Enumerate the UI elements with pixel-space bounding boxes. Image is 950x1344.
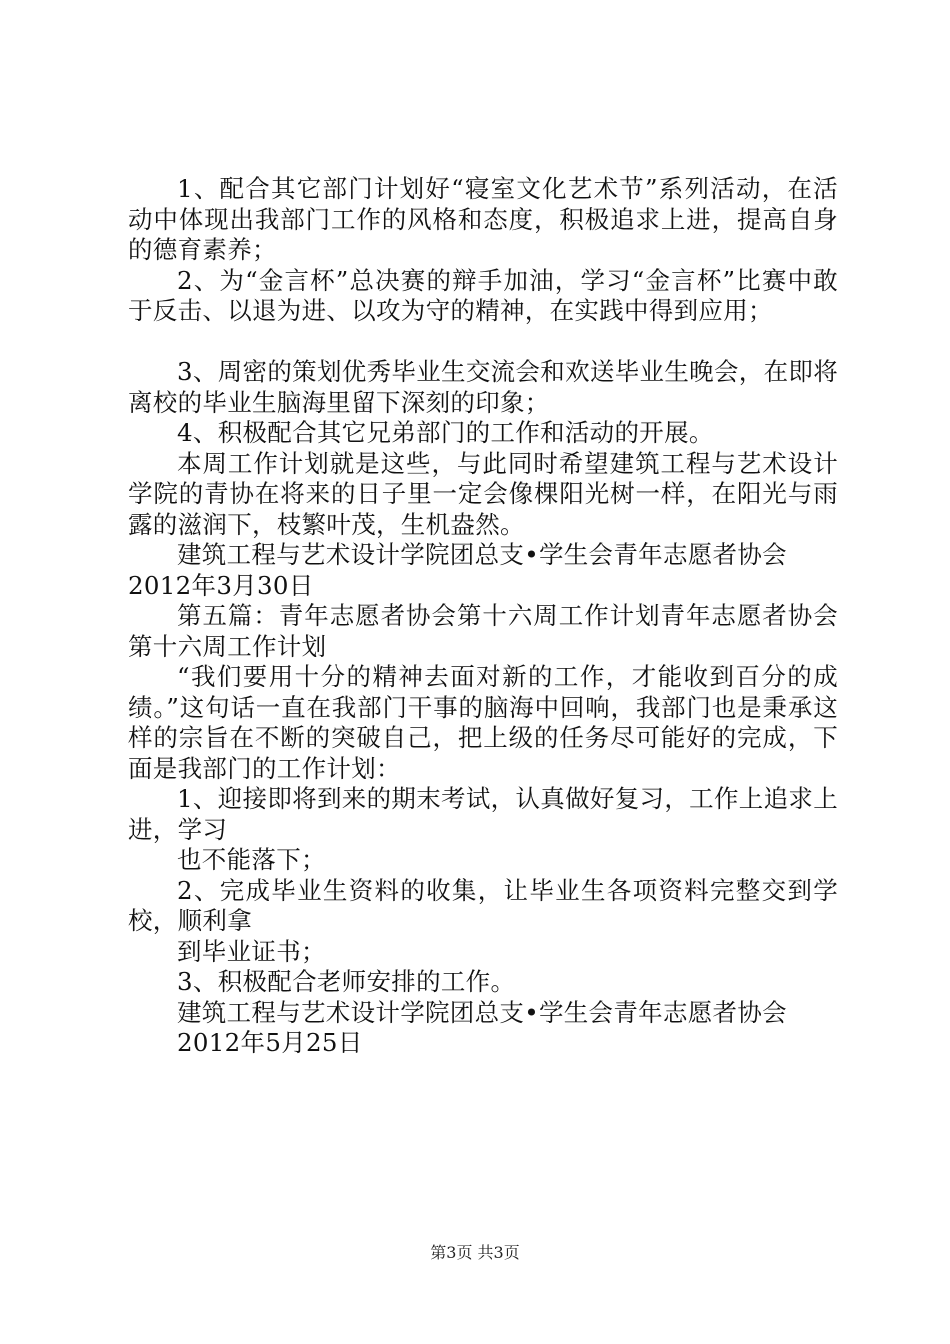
paragraph-2: 2、为“金言杯”总决赛的辩手加油，学习“金言杯”比赛中敢于反击、以退为进、以攻为守的精神，在实践中得到应用； [128, 265, 838, 325]
section-heading-5: 第五篇：青年志愿者协会第十六周工作计划青年志愿者协会第十六周工作计划 [128, 601, 838, 661]
plan-item-2: 2、完成毕业生资料的收集，让毕业生各项资料完整交到学校，顺利拿 [128, 875, 838, 935]
paragraph-intro: “我们要用十分的精神去面对新的工作，才能收到百分的成绩。”这句话一直在我部门干事的脑海中回响，我部门也是秉承这样的宗旨在不断的突破自己，把上级的任务尽可能好的完成，下面是我部门的工作计划： [128, 662, 838, 783]
signature-org-2: 建筑工程与艺术设计学院团总支•学生会青年志愿者协会 [177, 997, 787, 1027]
signature-date-1: 2012年3月30日 [128, 570, 314, 600]
paragraph-1: 1、配合其它部门计划好“寝室文化艺术节”系列活动，在活动中体现出我部门工作的风格和态度，积极追求上进，提高自身的德育素养； [128, 174, 838, 264]
page-number-footer: 第3页 共3页 [430, 1243, 520, 1262]
signature-date-2: 2012年5月25日 [177, 1028, 363, 1057]
plan-item-1: 1、迎接即将到来的期末考试，认真做好复习，工作上追求上进，学习 [128, 784, 838, 844]
paragraph-3: 3、周密的策划优秀毕业生交流会和欢送毕业生晚会，在即将离校的毕业生脑海里留下深刻的印象； [128, 357, 838, 417]
plan-item-1-continued: 也不能落下； [177, 845, 326, 874]
document-body [128, 174, 838, 1059]
blank-line [128, 327, 838, 358]
plan-item-2-continued: 到毕业证书； [177, 936, 326, 966]
paragraph-closing: 本周工作计划就是这些，与此同时希望建筑工程与艺术设计学院的青协在将来的日子里一定会像棵阳光树一样，在阳光与雨露的滋润下，枝繁叶茂，生机盎然。 [128, 448, 838, 539]
paragraph-4: 4、积极配合其它兄弟部门的工作和活动的开展。 [177, 418, 714, 447]
plan-item-3: 3、积极配合老师安排的工作。 [177, 967, 516, 996]
signature-org-1: 建筑工程与艺术设计学院团总支•学生会青年志愿者协会 [177, 540, 787, 569]
